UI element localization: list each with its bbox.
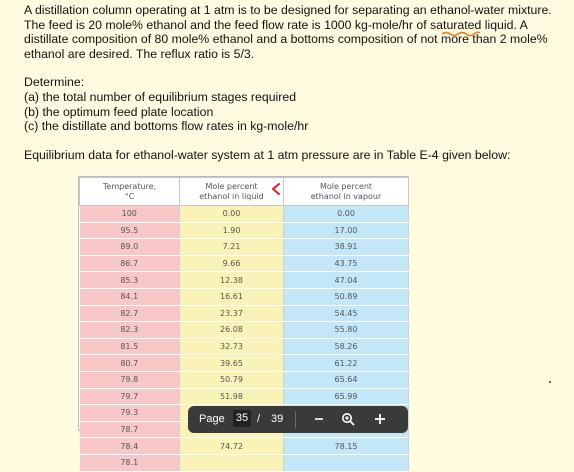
temperature-cell: 81.5 bbox=[80, 338, 180, 355]
temperature-cell: 100 bbox=[80, 206, 180, 223]
temperature-cell: 95.5 bbox=[80, 222, 180, 239]
liquid-cell: 51.98 bbox=[180, 388, 284, 405]
temperature-cell: 82.3 bbox=[80, 322, 180, 339]
zoom-button[interactable] bbox=[338, 409, 358, 429]
vapour-cell: 78.15 bbox=[284, 438, 409, 455]
spacer bbox=[24, 134, 570, 148]
liquid-cell: 74.72 bbox=[180, 438, 284, 455]
table-row bbox=[80, 454, 409, 471]
vapour-cell: 0.00 bbox=[284, 206, 409, 223]
temperature-cell: 78.1 bbox=[80, 454, 180, 471]
equilibrium-intro: Equilibrium data for ethanol-water system at 1 atm pressure are in Table E-4 given below: bbox=[24, 147, 511, 162]
toolbar-divider bbox=[295, 411, 296, 428]
temperature-cell: 85.3 bbox=[80, 272, 180, 289]
temperature-cell: 78.4 bbox=[80, 438, 180, 455]
ink-dot bbox=[549, 381, 551, 383]
zoom-out-button[interactable] bbox=[309, 409, 329, 429]
spacer bbox=[24, 61, 570, 75]
temperature-cell: 79.8 bbox=[80, 371, 180, 388]
table-row bbox=[80, 239, 409, 256]
vapour-cell: 58.26 bbox=[284, 338, 409, 355]
vapour-cell: 38.91 bbox=[284, 239, 409, 256]
determine-label: Determine: bbox=[24, 75, 85, 90]
liquid-cell: 26.08 bbox=[180, 322, 284, 339]
table-header-row bbox=[80, 178, 409, 206]
table-row bbox=[80, 222, 409, 239]
vapour-cell: 61.22 bbox=[284, 355, 409, 372]
temperature-header-line1: Temperature, bbox=[102, 181, 157, 191]
liquid-header-line2: ethanol in liquid bbox=[199, 191, 264, 201]
highlight-annotation bbox=[441, 30, 481, 36]
table-row bbox=[80, 288, 409, 305]
temperature-cell: 78.7 bbox=[80, 421, 180, 438]
temperature-header bbox=[80, 178, 180, 206]
liquid-cell: 12.38 bbox=[180, 272, 284, 289]
page-separator: / bbox=[257, 413, 261, 425]
vapour-cell: 54.45 bbox=[284, 305, 409, 322]
liquid-cell: 0.00 bbox=[180, 206, 284, 223]
page-label: Page bbox=[199, 413, 225, 425]
magnifier-icon bbox=[341, 412, 355, 426]
table-row bbox=[80, 255, 409, 272]
liquid-cell: 39.65 bbox=[180, 355, 284, 372]
temperature-cell: 79.7 bbox=[80, 388, 180, 405]
table-row bbox=[80, 338, 409, 355]
vapour-cell: 65.99 bbox=[284, 388, 409, 405]
vapour-cell: 50.89 bbox=[284, 288, 409, 305]
page-number-input[interactable]: 35 bbox=[233, 410, 251, 427]
table-row bbox=[80, 355, 409, 372]
table-row bbox=[80, 371, 409, 388]
problem-statement bbox=[24, 3, 570, 162]
temperature-cell: 89.0 bbox=[80, 239, 180, 256]
liquid-cell: 23.37 bbox=[180, 305, 284, 322]
part-a: (a) the total number of equilibrium stages required bbox=[24, 89, 297, 104]
liquid-cell: 9.66 bbox=[180, 255, 284, 272]
table-row bbox=[80, 272, 409, 289]
pdf-page-toolbar bbox=[188, 406, 408, 433]
table-row bbox=[80, 388, 409, 405]
liquid-cell bbox=[180, 454, 284, 471]
temperature-cell: 79.3 bbox=[80, 405, 180, 422]
temperature-cell: 84.1 bbox=[80, 288, 180, 305]
vapour-header bbox=[284, 178, 409, 206]
zoom-in-button[interactable] bbox=[370, 409, 390, 429]
plus-icon bbox=[373, 412, 387, 426]
liquid-cell: 7.21 bbox=[180, 239, 284, 256]
vapour-cell: 43.75 bbox=[284, 255, 409, 272]
liquid-header bbox=[180, 178, 284, 206]
page-total: 39 bbox=[271, 413, 284, 425]
vapour-cell: 65.64 bbox=[284, 371, 409, 388]
liquid-cell: 50.79 bbox=[180, 371, 284, 388]
liquid-header-line1: Mole percent bbox=[205, 181, 258, 191]
liquid-cell: 16.61 bbox=[180, 288, 284, 305]
minus-icon bbox=[313, 413, 325, 425]
vapour-cell: 55.80 bbox=[284, 322, 409, 339]
vapour-cell bbox=[284, 454, 409, 471]
liquid-cell: 32.73 bbox=[180, 338, 284, 355]
temperature-header-line2: °C bbox=[124, 191, 135, 201]
vapour-header-line1: Mole percent bbox=[319, 181, 373, 191]
table-row bbox=[80, 305, 409, 322]
liquid-cell: 1.90 bbox=[180, 222, 284, 239]
chevron-left-annotation-icon bbox=[271, 183, 281, 195]
part-c: (c) the distillate and bottoms flow rates in kg-mole/hr bbox=[24, 119, 309, 134]
vapour-cell: 47.04 bbox=[284, 272, 409, 289]
table-row bbox=[80, 322, 409, 339]
temperature-cell: 80.7 bbox=[80, 355, 180, 372]
part-b: (b) the optimum feed plate location bbox=[24, 104, 214, 119]
temperature-cell: 86.7 bbox=[80, 255, 180, 272]
vapour-cell: 17.00 bbox=[284, 222, 409, 239]
temperature-cell: 82.7 bbox=[80, 305, 180, 322]
table-row bbox=[80, 438, 409, 455]
table-row bbox=[80, 206, 409, 223]
equilibrium-table-container bbox=[78, 176, 409, 468]
problem-intro: A distillation column operating at 1 atm is to be designed for separating an ethanol-water mixture. The feed is 20 mole% ethanol and the feed flow rate is 1000 kg-mole/hr of saturated liquid. A distillate composition of 80 mole% ethanol and a bottoms composition of not more than 2 mole% ethanol are desired. The reflux ratio is 5/3. bbox=[24, 3, 552, 61]
vapour-header-line2: ethanol in vapour bbox=[310, 191, 382, 201]
